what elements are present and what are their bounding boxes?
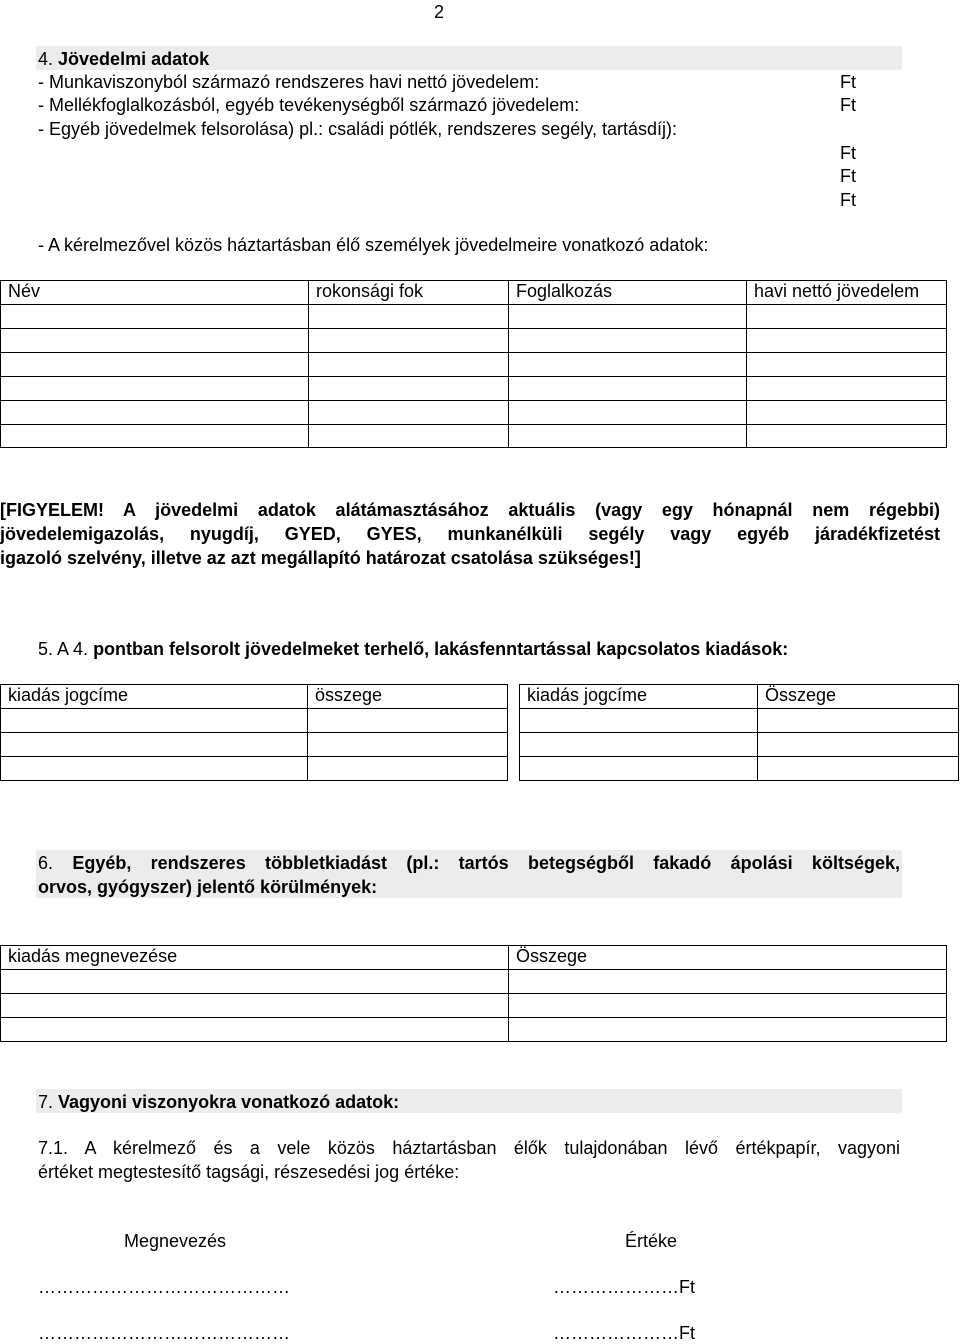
section-6-title-line-2: orvos, gyógyszer) jelentő körülmények: [38,877,378,897]
asset-name-field[interactable]: …………………………………… [38,1323,290,1343]
table-cell[interactable] [509,1018,947,1042]
table-cell[interactable] [747,353,947,377]
table-row [1,1018,947,1042]
table-row [1,970,947,994]
table-header-row [520,685,959,709]
section-7-1-line-2: értéket megtestesítő tagsági, részesedési jog értéke: [38,1162,460,1182]
table-row [520,733,959,757]
column-label-value: Értéke [625,1231,678,1251]
table-row [1,709,508,733]
housing-expenses-table-left [0,684,508,781]
notice-line-2: jövedelemigazolás, nyugdíj, GYED, GYES, munkanélküli segély vagy egyéb járadékfizetést [0,524,940,544]
table-cell[interactable] [747,305,947,329]
table-cell[interactable] [520,733,758,757]
table-cell[interactable] [747,329,947,353]
table-cell[interactable] [309,353,509,377]
table-cell[interactable] [308,757,508,781]
header-name: Név [1,281,309,305]
currency-label: Ft [840,190,856,210]
table-cell[interactable] [509,329,747,353]
table-row [1,733,508,757]
table-cell[interactable] [309,305,509,329]
table-cell[interactable] [1,305,309,329]
section-5-number: 5. A 4. [38,639,89,659]
section-7-title [38,1091,399,1113]
currency-label: Ft [840,72,856,92]
table-cell[interactable] [509,401,747,425]
table-cell[interactable] [1,733,308,757]
income-line-employment: - Munkaviszonyból származó rendszeres havi nettó jövedelem: [38,72,540,92]
header-expense-title: kiadás jogcíme [1,685,308,709]
table-cell[interactable] [1,757,308,781]
table-cell[interactable] [309,329,509,353]
table-cell[interactable] [747,377,947,401]
table-row [1,401,947,425]
currency-label: Ft [840,143,856,163]
table-cell[interactable] [747,401,947,425]
table-cell[interactable] [1,329,309,353]
table-row [1,425,947,448]
table-cell[interactable] [509,970,947,994]
table-cell[interactable] [509,994,947,1018]
section-7-heading: Vagyoni viszonyokra vonatkozó adatok: [58,1092,400,1112]
table-cell[interactable] [309,377,509,401]
header-occupation: Foglalkozás [509,281,747,305]
table-cell[interactable] [509,377,747,401]
table-row [1,994,947,1018]
section-4-heading: Jövedelmi adatok [58,49,210,69]
table-cell[interactable] [308,709,508,733]
table-cell[interactable] [309,401,509,425]
extra-expenses-table [0,945,947,1042]
table-cell[interactable] [1,377,309,401]
column-label-name: Megnevezés [124,1231,227,1251]
table-cell[interactable] [1,994,509,1018]
table-cell[interactable] [1,353,309,377]
table-header-row [1,946,947,970]
currency-label: Ft [840,95,856,115]
asset-value-field[interactable]: …………………Ft [553,1277,695,1297]
table-row [1,305,947,329]
section-6-title-line-1 [38,851,900,875]
section-6-number: 6. [38,853,54,873]
household-income-table [0,280,947,448]
header-expense-title: kiadás jogcíme [520,685,758,709]
table-cell[interactable] [308,733,508,757]
income-line-side-job: - Mellékfoglalkozásból, egyéb tevékenységből származó jövedelem: [38,95,580,115]
header-net-income: havi nettó jövedelem [747,281,947,305]
table-header-row [1,685,508,709]
table-cell[interactable] [1,1018,509,1042]
asset-value-field[interactable]: …………………Ft [553,1323,695,1343]
table-row [520,757,959,781]
household-income-line: - A kérelmezővel közös háztartásban élő személyek jövedelmeire vonatkozó adatok: [38,235,709,255]
table-row [1,377,947,401]
notice-line-1: [FIGYELEM! A jövedelmi adatok alátámasztásához aktuális (vagy egy hónapnál nem régebbi) [0,500,940,520]
header-expense-amount: összege [308,685,508,709]
table-cell[interactable] [509,353,747,377]
table-cell[interactable] [1,401,309,425]
table-cell[interactable] [1,709,308,733]
section-4-number: 4. [38,49,54,69]
table-cell[interactable] [1,425,309,448]
section-7-number: 7. [38,1092,54,1112]
table-cell[interactable] [758,757,959,781]
table-cell[interactable] [309,425,509,448]
table-row [1,353,947,377]
table-row [1,757,508,781]
income-line-other: - Egyéb jövedelmek felsorolása) pl.: családi pótlék, rendszeres segély, tartásdíj): [38,119,677,139]
table-cell[interactable] [758,733,959,757]
housing-expenses-table-right [519,684,959,781]
table-header-row [1,281,947,305]
header-expense-amount: Összege [509,946,947,970]
table-row [1,329,947,353]
table-cell[interactable] [520,757,758,781]
currency-label: Ft [840,166,856,186]
section-5-title [38,638,788,660]
page-number: 2 [434,2,445,22]
section-6-heading: Egyéb, rendszeres többletkiadást (pl.: tartós betegségből fakadó ápolási költségek, [72,853,900,873]
table-cell[interactable] [747,425,947,448]
header-expense-name: kiadás megnevezése [1,946,509,970]
section-5-heading: pontban felsorolt jövedelmeket terhelő, lakásfenntartással kapcsolatos kiadások: [93,639,789,659]
header-expense-amount: Összege [758,685,959,709]
section-7-1-line-1: 7.1. A kérelmező és a vele közös háztartásban élők tulajdonában lévő értékpapír, vagyoni [38,1138,900,1158]
table-row [520,709,959,733]
table-cell[interactable] [509,305,747,329]
notice-line-3: igazoló szelvény, illetve az azt megállapító határozat csatolása szükséges!] [0,548,641,568]
section-4-title [38,48,209,70]
table-cell[interactable] [758,709,959,733]
table-cell[interactable] [509,425,747,448]
asset-name-field[interactable]: …………………………………… [38,1277,290,1297]
header-relation: rokonsági fok [309,281,509,305]
table-cell[interactable] [520,709,758,733]
table-cell[interactable] [1,970,509,994]
